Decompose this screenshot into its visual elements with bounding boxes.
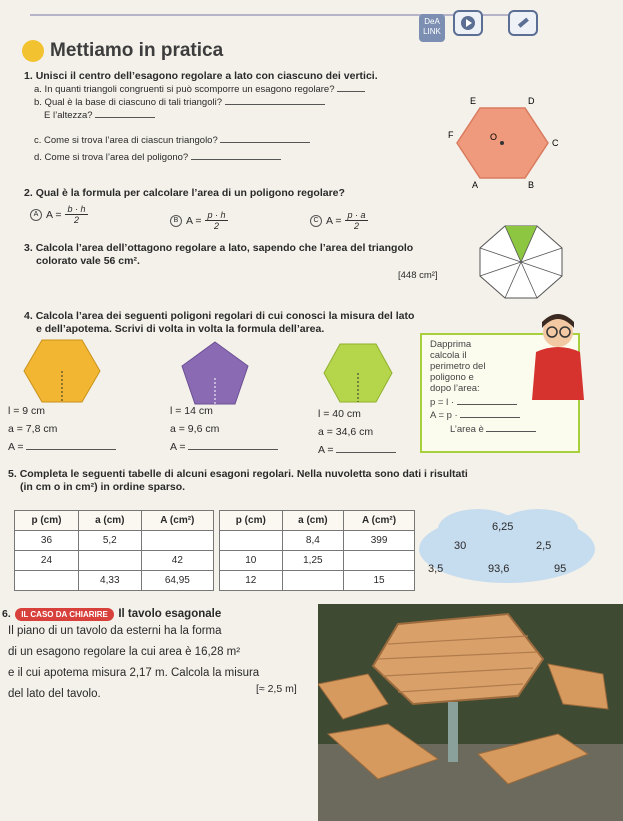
cell: 42 (141, 551, 213, 571)
cloud-value: 30 (454, 540, 467, 552)
option-c-num: p · a (347, 210, 366, 220)
ex6-line: Il piano di un tavolo da esterni ha la forma (8, 625, 222, 637)
label-C: C (552, 138, 559, 148)
label-O: O (490, 132, 498, 142)
cell-blank[interactable] (220, 531, 283, 551)
cell-blank[interactable] (282, 571, 344, 591)
option-c-den: 2 (353, 221, 359, 231)
callout-line: dopo l’area: (430, 383, 480, 394)
cell-blank[interactable] (141, 531, 213, 551)
ex2-number: 2. (24, 187, 33, 199)
cloud-value: 2,5 (536, 540, 552, 552)
ex1-question-b2: E l’altezza? (44, 110, 93, 121)
poly3-area-answer[interactable] (336, 452, 396, 453)
option-c-fraction (345, 210, 367, 231)
ex5-prompt-l2: (in cm o in cm²) in ordine sparso. (20, 481, 186, 493)
cell: 10 (220, 551, 283, 571)
poly2-data (170, 405, 278, 453)
table-row (15, 571, 214, 591)
option-b-num: p · h (207, 210, 226, 220)
cloud-value: 3,5 (428, 563, 444, 575)
callout-area: A = p · (430, 410, 458, 421)
section-title: Mettiamo in pratica (50, 40, 224, 61)
poly1-area-answer[interactable] (26, 449, 116, 450)
table-row (220, 531, 415, 551)
ex2-option-b[interactable] (170, 210, 228, 231)
poly3-data (318, 408, 396, 456)
callout-perimeter-answer[interactable] (457, 404, 517, 405)
option-a-den: 2 (73, 215, 79, 225)
purple-pentagon (180, 340, 250, 406)
exercise-5 (8, 468, 608, 494)
cloud-value: 95 (554, 563, 567, 575)
ex3-prompt-l2: colorato vale 56 cm². (36, 255, 140, 267)
poly2-area-label: A = (170, 441, 186, 453)
ex6-line: di un esagono regolare la cui area è 16,28 m² (8, 646, 241, 658)
table-illustration (318, 604, 623, 821)
section-heading (22, 40, 223, 62)
ex1-answer-b2[interactable] (95, 117, 155, 118)
ex6-line: del lato del tavolo. (8, 688, 101, 700)
header-p: p (cm) (15, 511, 79, 531)
hexagon-table-2 (219, 510, 415, 591)
ex1-number: 1. (24, 70, 33, 82)
red-shirt (532, 347, 584, 400)
poly3-side: l = 40 cm (318, 408, 361, 420)
poly2-apothem: a = 9,6 cm (170, 423, 220, 435)
pencil-exercise-button[interactable] (508, 10, 538, 36)
ex1-hexagon-figure (440, 88, 570, 188)
poly1-side: l = 9 cm (8, 405, 46, 417)
ex4-number: 4. (24, 310, 33, 322)
option-a-fraction (65, 204, 87, 225)
ex6-number: 6. (2, 608, 11, 620)
ex1-question-a: a. In quanti triangoli congruenti si può scomporre un esagono regolare? (34, 84, 335, 95)
header-area: A (cm²) (344, 511, 415, 531)
option-a-lhs: A = (46, 208, 62, 221)
exercise-4 (24, 310, 444, 336)
poly3-area-label: A = (318, 444, 334, 456)
label-F: F (448, 130, 454, 140)
header-a: a (cm) (78, 511, 141, 531)
ex4-prompt-l2: e dell’apotema. Scrivi di volta in volta la formula dell’area. (36, 323, 325, 335)
option-c-letter: C (310, 215, 322, 227)
callout-area-answer[interactable] (460, 417, 520, 418)
option-b-fraction (205, 210, 227, 231)
ex1-answer-d[interactable] (191, 159, 281, 160)
dea-link-badge[interactable]: DeA LINK (419, 14, 445, 42)
hexagonal-table-photo (318, 604, 623, 821)
ex1-question-b: b. Qual è la base di ciascuno di tali triangoli? (34, 97, 223, 108)
option-b-den: 2 (213, 221, 219, 231)
callout-result: L’area è (450, 424, 484, 435)
student-character-illustration (528, 312, 588, 402)
callout-line: perimetro del (430, 361, 486, 372)
exercise-3 (24, 242, 454, 268)
cell: 399 (344, 531, 415, 551)
table-row (220, 571, 415, 591)
exercise-2 (24, 187, 424, 200)
ex1-answer-a[interactable] (337, 91, 365, 92)
callout-perimeter: p = l · (430, 397, 455, 408)
cell-blank[interactable] (15, 571, 79, 591)
cell: 8,4 (282, 531, 344, 551)
ex1-question-d: d. Come si trova l’area del poligono? (34, 152, 189, 163)
option-a-letter: A (30, 209, 42, 221)
table-row (220, 551, 415, 571)
option-c-lhs: A = (326, 214, 342, 227)
header-p: p (cm) (220, 511, 283, 531)
callout-result-answer[interactable] (486, 431, 536, 432)
ex5-number: 5. (8, 468, 17, 480)
cell: 15 (344, 571, 415, 591)
table-row (15, 531, 214, 551)
play-icon (460, 15, 476, 31)
ex2-prompt: Qual è la formula per calcolare l’area di un poligono regolare? (35, 187, 345, 199)
option-b-lhs: A = (186, 214, 202, 227)
ex2-option-a[interactable] (30, 204, 88, 225)
exercise-1 (24, 70, 414, 164)
results-cloud (418, 505, 596, 585)
green-hexagon (322, 342, 394, 404)
orange-hexagon (22, 338, 102, 404)
ex5-prompt-l1: Completa le seguenti tabelle di alcuni esagoni regolari. Nella nuvoletta sono dati i risultati (19, 468, 468, 480)
ex2-option-c[interactable] (310, 210, 368, 231)
play-video-button[interactable] (453, 10, 483, 36)
callout-line: Dapprima (430, 339, 472, 350)
ex6-answer: [≈ 2,5 m] (256, 683, 297, 695)
ex3-answer: [448 cm²] (398, 270, 438, 281)
label-A: A (472, 180, 479, 188)
poly1-data (8, 405, 116, 453)
label-E: E (470, 96, 477, 106)
cell: 64,95 (141, 571, 213, 591)
table-row (15, 551, 214, 571)
cloud-value: 6,25 (492, 521, 514, 533)
ex1-center-point (500, 141, 504, 145)
ex3-octagon-figure (478, 224, 564, 300)
header-area: A (cm²) (141, 511, 213, 531)
ex3-number: 3. (24, 242, 33, 254)
poly2-area-answer[interactable] (188, 449, 278, 450)
cell-blank[interactable] (78, 551, 141, 571)
poly1-apothem: a = 7,8 cm (8, 423, 58, 435)
ex6-line: e il cui apotema misura 2,17 m. Calcola la misura (8, 667, 260, 679)
poly1-area-label: A = (8, 441, 24, 453)
header-a: a (cm) (282, 511, 344, 531)
ex4-prompt-l1: Calcola l’area dei seguenti poligoni regolari di cui conosci la misura del lato (35, 310, 415, 322)
cell: 5,2 (78, 531, 141, 551)
cell: 36 (15, 531, 79, 551)
ex1-prompt: Unisci il centro dell’esagono regolare a lato con ciascuno dei vertici. (35, 70, 378, 82)
option-b-letter: B (170, 215, 182, 227)
cell: 12 (220, 571, 283, 591)
hexagon-table-1 (14, 510, 214, 591)
label-D: D (528, 96, 535, 106)
ex1-answer-b[interactable] (225, 104, 325, 105)
ex3-prompt-l1: Calcola l’area dell’ottagono regolare a lato, sapendo che l’area del triangolo (35, 242, 414, 254)
cell: 1,25 (282, 551, 344, 571)
option-a-num: b · h (67, 204, 86, 214)
label-B: B (528, 180, 535, 188)
callout-line: poligono e (430, 372, 474, 383)
ex1-question-c: c. Come si trova l’area di ciascun triangolo? (34, 135, 218, 146)
ex6-title: Il tavolo esagonale (118, 608, 222, 620)
cloud-value: 93,6 (488, 563, 510, 575)
poly3-apothem: a = 34,6 cm (318, 426, 374, 438)
top-bar (0, 0, 623, 34)
case-tag: IL CASO DA CHIARIRE (15, 608, 114, 621)
cell-blank[interactable] (344, 551, 415, 571)
callout-line: calcola il (430, 350, 467, 361)
ex1-answer-c[interactable] (220, 142, 310, 143)
cell: 24 (15, 551, 79, 571)
poly2-side: l = 14 cm (170, 405, 213, 417)
pencil-icon (515, 15, 531, 31)
exercise-6-header (2, 604, 221, 622)
section-dot-icon (22, 40, 44, 62)
cell: 4,33 (78, 571, 141, 591)
